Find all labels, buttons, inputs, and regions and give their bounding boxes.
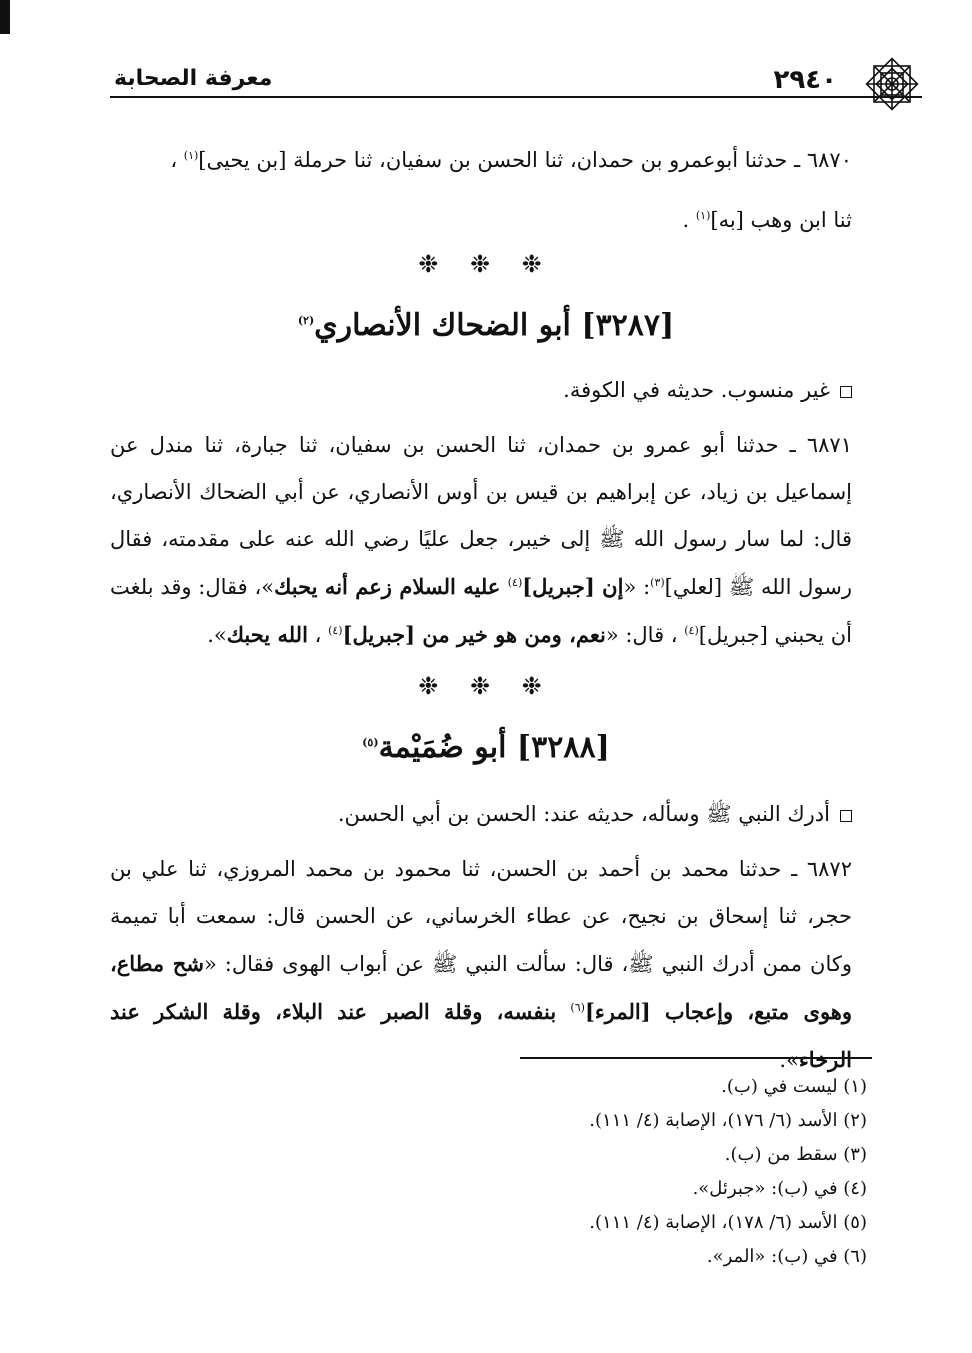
prophetic-speech: إن [جبريل]	[522, 574, 624, 599]
section-divider-stars: ❉ ❉ ❉	[418, 250, 554, 278]
hadith-6870-text-2: ثنا ابن وهب [به]	[710, 208, 852, 232]
hadith-6870-tail-2: .	[682, 208, 696, 232]
chapter-note-3287	[110, 368, 852, 412]
prophetic-speech: شح مطاع، وهوى متبع، وإعجاب [المرء]	[110, 951, 853, 1024]
note-text: أدرك النبي ﷺ وسأله، حديثه عند: الحسن بن أبي الحسن.	[337, 802, 830, 826]
hadith-6871-text: ٦٨٧١ ـ حدثنا أبو عمرو بن حمدان، ثنا الحسن بن سفيان، ثنا جبارة، ثنا مندل عن إسماعيل بن زياد، عن إبراهيم بن قيس بن أوس الأنصاري، عن أبي الضحاك الأنصاري، قال: لما سار رسول الله ﷺ إلى خيبر، جعل عليًا رضي الله عنه على مقدمته، فقال رسول الله ﷺ [لعلي]	[110, 433, 853, 599]
footnote-ref: (٦)	[570, 1001, 585, 1014]
footnote-ref: (١)	[183, 149, 199, 162]
prophetic-speech: نعم، ومن هو خير من [جبريل]	[342, 622, 606, 647]
footnote-rule	[520, 1057, 872, 1059]
footnote-3: (٣) سقط من (ب).	[724, 1144, 867, 1165]
star-ornament-icon	[862, 54, 922, 114]
chapter-title: [٣٢٨٧] أبو الضحاك الأنصاري	[314, 308, 675, 343]
footnote-2: (٢) الأسد (٦/ ١٧٦)، الإصابة (٤/ ١١١).	[589, 1110, 867, 1131]
chapter-note-3288	[110, 792, 852, 836]
prophetic-speech: بنفسه، وقلة الصبر عند البلاء، وقلة الشكر عند الرخاء	[110, 999, 852, 1072]
narration-text: »، فقال: وقد بلغت أن يحبني [جبريل]	[110, 575, 852, 647]
footnote-6: (٦) في (ب): «المر».	[706, 1246, 867, 1267]
page-header	[110, 48, 922, 108]
hadith-6870-text-1: ٦٨٧٠ ـ حدثنا أبوعمرو بن حمدان، ثنا الحسن بن سفيان، ثنا حرملة [بن يحيى]	[198, 148, 852, 172]
chapter-title: [٣٢٨٨] أبو ضُمَيْمة	[378, 730, 610, 765]
section-divider-stars: ❉ ❉ ❉	[418, 672, 554, 700]
quote-close: ».	[207, 623, 227, 647]
footnote-ref: (٤)	[328, 624, 343, 637]
footnote-ref: (١)	[695, 209, 711, 222]
footnote-4: (٤) في (ب): «جبرئل».	[692, 1178, 867, 1199]
square-bullet-icon	[840, 810, 852, 822]
header-rule	[110, 96, 922, 98]
prophetic-speech: الله يحبك	[226, 622, 308, 647]
hadith-6870-tail-1: ،	[170, 148, 184, 172]
footnote-ref: (٢)	[297, 314, 315, 327]
square-bullet-icon	[840, 386, 852, 398]
quote-open: : «	[623, 575, 651, 599]
hadith-6870	[110, 138, 852, 242]
footnote-5: (٥) الأسد (٦/ ١٧٨)، الإصابة (٤/ ١١١).	[589, 1212, 867, 1233]
chapter-heading-3288	[0, 728, 972, 768]
footnote-ref: (٥)	[362, 736, 379, 749]
chapter-heading-3287	[0, 306, 972, 346]
hadith-6870-line1	[110, 138, 852, 182]
note-text: غير منسوب. حديثه في الكوفة.	[563, 378, 830, 402]
footnote-ref: (٣)	[650, 576, 665, 589]
narration-text: ، قال: «	[605, 623, 685, 647]
prophetic-speech: عليه السلام زعم أنه يحبك	[274, 574, 508, 599]
hadith-6872	[110, 846, 852, 1084]
page-number: ٢٩٤٠	[773, 65, 837, 95]
footnotes	[307, 1070, 867, 1274]
hadith-6870-line2	[110, 198, 852, 242]
hadith-6871	[110, 422, 852, 659]
scan-edge-mark	[0, 0, 10, 34]
footnote-ref: (٤)	[507, 576, 523, 589]
footnote-1: (١) ليست في (ب).	[721, 1076, 867, 1097]
quote-close: ».	[779, 1048, 799, 1072]
running-title: معرفة الصحابة	[114, 66, 273, 91]
hadith-6872-text: ٦٨٧٢ ـ حدثنا محمد بن أحمد بن الحسن، ثنا محمود بن محمد المروزي، ثنا علي بن حجر، ثنا إسحاق بن نجيح، عن عطاء الخرساني، عن الحسن قال: سمعت أبا تميمة وكان ممن أدرك النبي ﷺ، قال: سألت النبي ﷺ عن أبواب الهوى فقال: «	[110, 857, 852, 976]
narration-text: ،	[307, 623, 329, 647]
footnote-ref: (٤)	[684, 624, 699, 637]
